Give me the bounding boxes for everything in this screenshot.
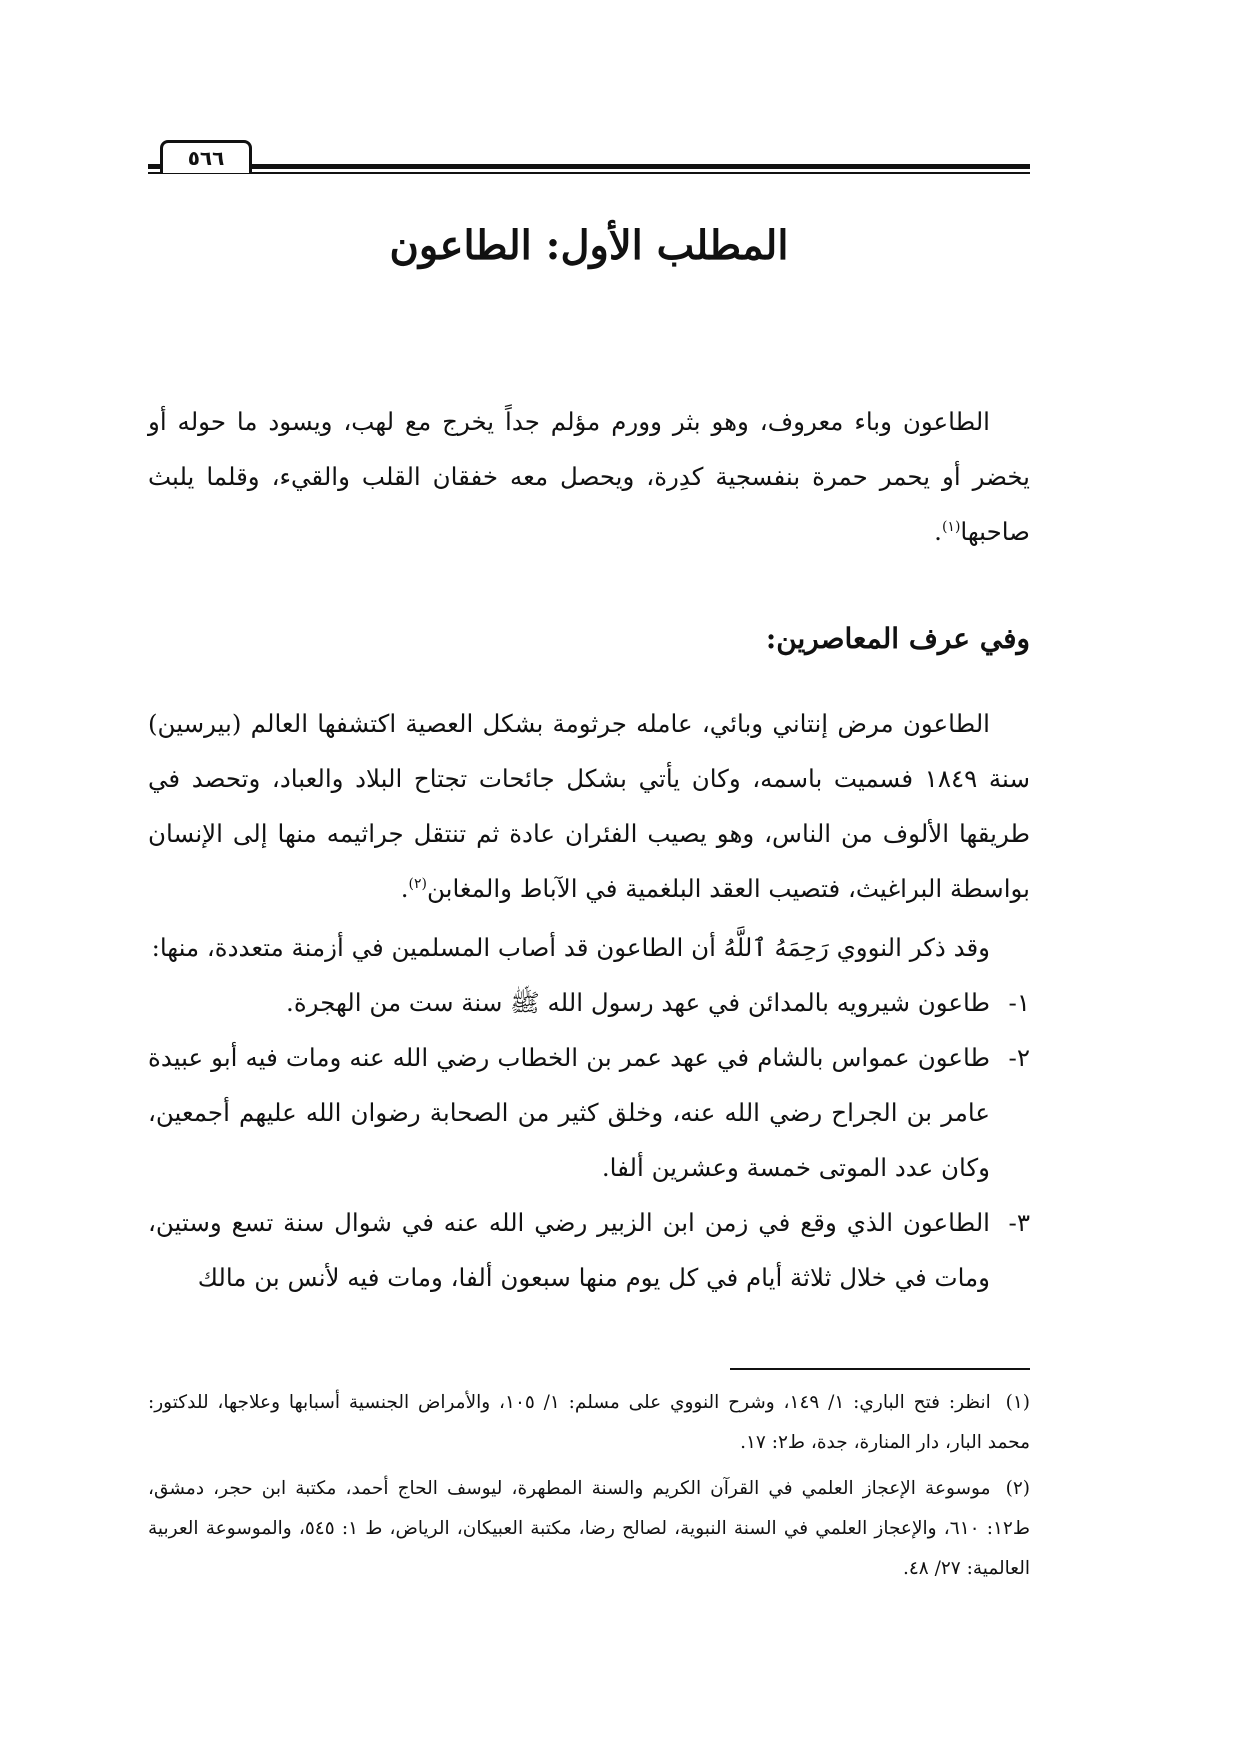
list-item-text: طاعون شيرويه بالمدائن في عهد رسول الله ﷺ سنة ست من الهجرة.	[286, 988, 990, 1017]
intro-end: .	[934, 517, 942, 546]
list-item	[148, 975, 1030, 1030]
footnote-ref-2[interactable]: (٢)	[408, 875, 427, 892]
list-item-text: الطاعون الذي وقع في زمن ابن الزبير رضي الله عنه في شوال سنة تسع وستين، ومات في خلال ثلاثة أيام في كل يوم منها سبعون ألفا، ومات فيه لأنس بن مالك	[148, 1208, 990, 1292]
section-title: المطلب الأول: الطاعون	[389, 222, 789, 269]
nawawi-paragraph: وقد ذكر النووي رَحِمَهُ ٱللَّهُ أن الطاعون قد أصاب المسلمين في أزمنة متعددة، منها:	[151, 933, 990, 962]
modern-paragraph	[148, 696, 1030, 916]
footnote-2	[148, 1469, 1030, 1589]
footnote-separator	[730, 1368, 1030, 1370]
list-item-number: ٢-	[1008, 1043, 1030, 1072]
footnotes	[148, 1383, 1030, 1595]
footnote-number: (١)	[1005, 1392, 1030, 1413]
plague-list	[148, 975, 1030, 1305]
list-item	[148, 1195, 1030, 1305]
intro-paragraph	[148, 394, 1030, 559]
intro-text: الطاعون وباء معروف، وهو بثر وورم مؤلم جداً يخرج مع لهب، ويسود ما حوله أو يخضر أو يحمر حمرة بنفسجية كدِرة، ويحصل معه خفقان القلب والقيء، وقلما يلبث صاحبها	[148, 407, 1030, 546]
modern-end: .	[400, 874, 409, 903]
header-rule-thick	[148, 164, 1030, 169]
list-item-number: ١-	[1008, 988, 1030, 1017]
footnote-number: (٢)	[1005, 1478, 1030, 1499]
list-item-text: طاعون عمواس بالشام في عهد عمر بن الخطاب رضي الله عنه ومات فيه أبو عبيدة عامر بن الجراح رضي الله عنه، وخلق كثير من الصحابة رضوان الله عليهم أجمعين، وكان عدد الموتى خمسة وعشرين ألفا.	[148, 1043, 990, 1182]
footnote-ref-1[interactable]: (١)	[941, 518, 961, 535]
footnote-1	[148, 1383, 1030, 1463]
page-number: ٥٦٦	[160, 140, 252, 173]
list-item-number: ٣-	[1008, 1208, 1030, 1237]
footnote-text: موسوعة الإعجاز العلمي في القرآن الكريم والسنة المطهرة، ليوسف الحاج أحمد، مكتبة ابن حجر، دمشق، ط١٢: ٦١٠، والإعجاز العلمي في السنة النبوية، لصالح رضا، مكتبة العبيكان، الرياض، ط ١: ٥٤٥، والموسوعة العربية العالمية: ٢٧/ ٤٨.	[148, 1478, 1030, 1579]
modern-text: الطاعون مرض إنتاني وبائي، عامله جرثومة بشكل العصية اكتشفها العالم (بيرسين) سنة ١٨٤٩ فسميت باسمه، وكان يأتي بشكل جائحات تجتاح البلاد والعباد، وتحصد في طريقها الألوف من الناس، وهو يصيب الفئران عادة ثم تنتقل جراثيمه منها إلى الإنسان بواسطة البراغيث، فتصيب العقد البلغمية في الآباط والمغابن	[148, 709, 1030, 903]
list-item	[148, 1030, 1030, 1195]
header-rule-thin	[148, 172, 1030, 174]
footnote-text: انظر: فتح الباري: ١/ ١٤٩، وشرح النووي على مسلم: ١/ ١٠٥، والأمراض الجنسية أسبابها وعلاجها، للدكتور: محمد البار، دار المنارة، جدة، ط٢: ١٧.	[148, 1392, 1030, 1453]
modern-heading: وفي عرف المعاصرين:	[765, 622, 1030, 655]
